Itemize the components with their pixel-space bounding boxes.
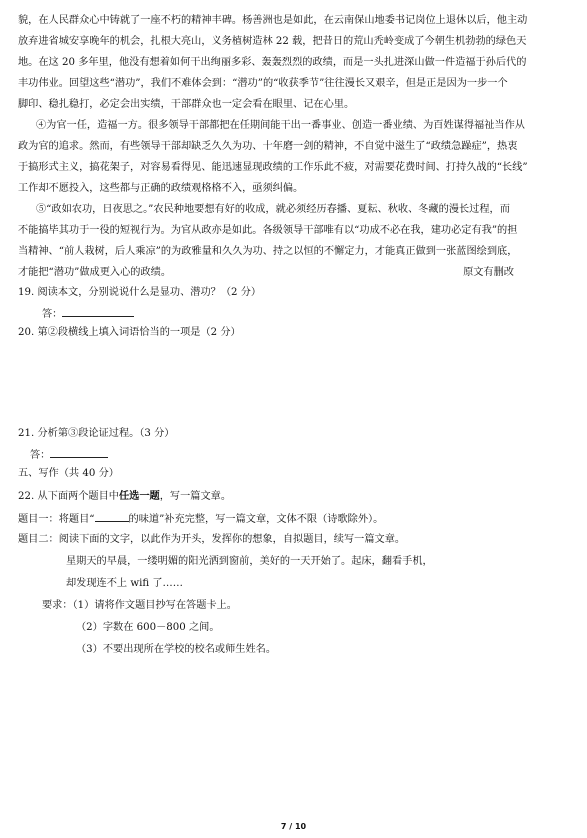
passage-line: 当精神、“前人栽树，后人乘凉”的为政雅量和久久为功、持之以恒的不懈定力，才能真正做到一张蓝图绘到底， bbox=[18, 246, 518, 257]
source-note: 原文有删改 bbox=[463, 267, 514, 278]
page-number: 7 / 10 bbox=[280, 822, 307, 831]
passage-line: 貌，在人民群众心中铸就了一座不朽的精神丰碑。杨善洲也是如此，在云南保山地委书记岗位上退休以后，他主动 bbox=[18, 15, 528, 26]
passage-line: ⑤“政如农功，日夜思之。”农民种地要想有好的收成，就必须经历春播、夏耘、秋收、冬藏的漫长过程，而 bbox=[36, 204, 510, 215]
passage-line: 工作却不愿投入，这些都与正确的政绩观格格不入，亟须纠偏。 bbox=[18, 183, 304, 194]
passage-line: ④为官一任，造福一方。很多领导干部都把在任期间能干出一番事业、创造一番业绩、为百姓谋得福祉当作从 bbox=[36, 120, 525, 131]
passage-line: 脚印、稳扎稳打，必定会出实绩，干部群众也一定会看在眼里、记在心里。 bbox=[18, 99, 355, 110]
passage-line: 地。在这 20 多年里，他没有想着如何干出绚丽多彩、轰轰烈烈的政绩，而是一头扎进深山做一件造福于孙后代的 bbox=[18, 57, 527, 68]
question-22 bbox=[18, 489, 576, 504]
passage-line: 于搞形式主义，搞花架子，对容易看得见、能迅速显现政绩的工作乐此不疲，对需要花费时间、打持久战的“长线” bbox=[18, 162, 528, 173]
requirement-1: 要求：（1）请将作文题目抄写在答题卡上。 bbox=[42, 600, 237, 611]
writing-section-title: 五、写作（共 40 分） bbox=[18, 468, 119, 479]
passage-last-line: 才能把“潜功”做成更入心的政绩。 bbox=[18, 267, 172, 278]
q22-prefix: 22. 从下面两个题目中 bbox=[18, 491, 119, 502]
passage-line bbox=[18, 266, 576, 280]
topic1-prefix: 题目一：将题目“ bbox=[18, 514, 95, 525]
answer-21 bbox=[30, 447, 587, 463]
passage-line: 不能搞毕其功于一役的短视行为。为官从政亦是如此。各级领导干部唯有以“功成不必在我，建功必定有我”的担 bbox=[18, 225, 518, 236]
question-19: 19. 阅读本文，分别说说什么是显功、潜功？（2 分） bbox=[18, 287, 262, 298]
topic-2: 题目二：阅读下面的文字，以此作为开头，发挥你的想象，自拟题目，续写一篇文章。 bbox=[18, 534, 406, 545]
requirement-3: （3）不要出现所在学校的校名或师生姓名。 bbox=[76, 644, 277, 655]
answer-19-blank[interactable] bbox=[62, 306, 134, 317]
question-21: 21. 分析第③段论证过程。（3 分） bbox=[18, 428, 175, 439]
topic1-blank[interactable] bbox=[95, 511, 129, 522]
story-line: 却发现连不上 wifi 了…… bbox=[66, 578, 183, 589]
topic1-suffix: 的味道”补充完整，写一篇文章，文体不限（诗歌除外）。 bbox=[128, 514, 384, 525]
passage-line: 政为官的追求。然而，有些领导干部却缺乏久久为功、十年磨一剑的精神，不自觉中滋生了“政绩急躁症”，热衷 bbox=[18, 141, 518, 152]
answer-label: 答： bbox=[30, 450, 51, 461]
answer-21-blank[interactable] bbox=[50, 447, 108, 458]
q22-bold: 任选一题 bbox=[118, 490, 160, 502]
answer-label: 答： bbox=[42, 309, 63, 320]
requirement-2: （2）字数在 600－800 之间。 bbox=[76, 622, 220, 633]
q22-suffix: ，写一篇文章。 bbox=[159, 491, 232, 502]
passage-line: 放弃进省城安享晚年的机会，扎根大亮山，义务植树造林 22 载，把昔日的荒山秃岭变成了今朝生机勃勃的绿色天 bbox=[18, 36, 527, 47]
passage-line: 丰功伟业。回望这些“潜功”，我们不难体会到：“潜功”的“收获季节”往往漫长又艰辛，但是正是因为一步一个 bbox=[18, 78, 508, 89]
question-20: 20. 第②段横线上填入词语恰当的一项是（2 分） bbox=[18, 327, 241, 338]
answer-19 bbox=[42, 306, 587, 322]
topic-1 bbox=[18, 511, 576, 527]
story-line: 星期天的早晨，一缕明媚的阳光洒到窗前，美好的一天开始了。起床，翻看手机， bbox=[66, 556, 433, 567]
